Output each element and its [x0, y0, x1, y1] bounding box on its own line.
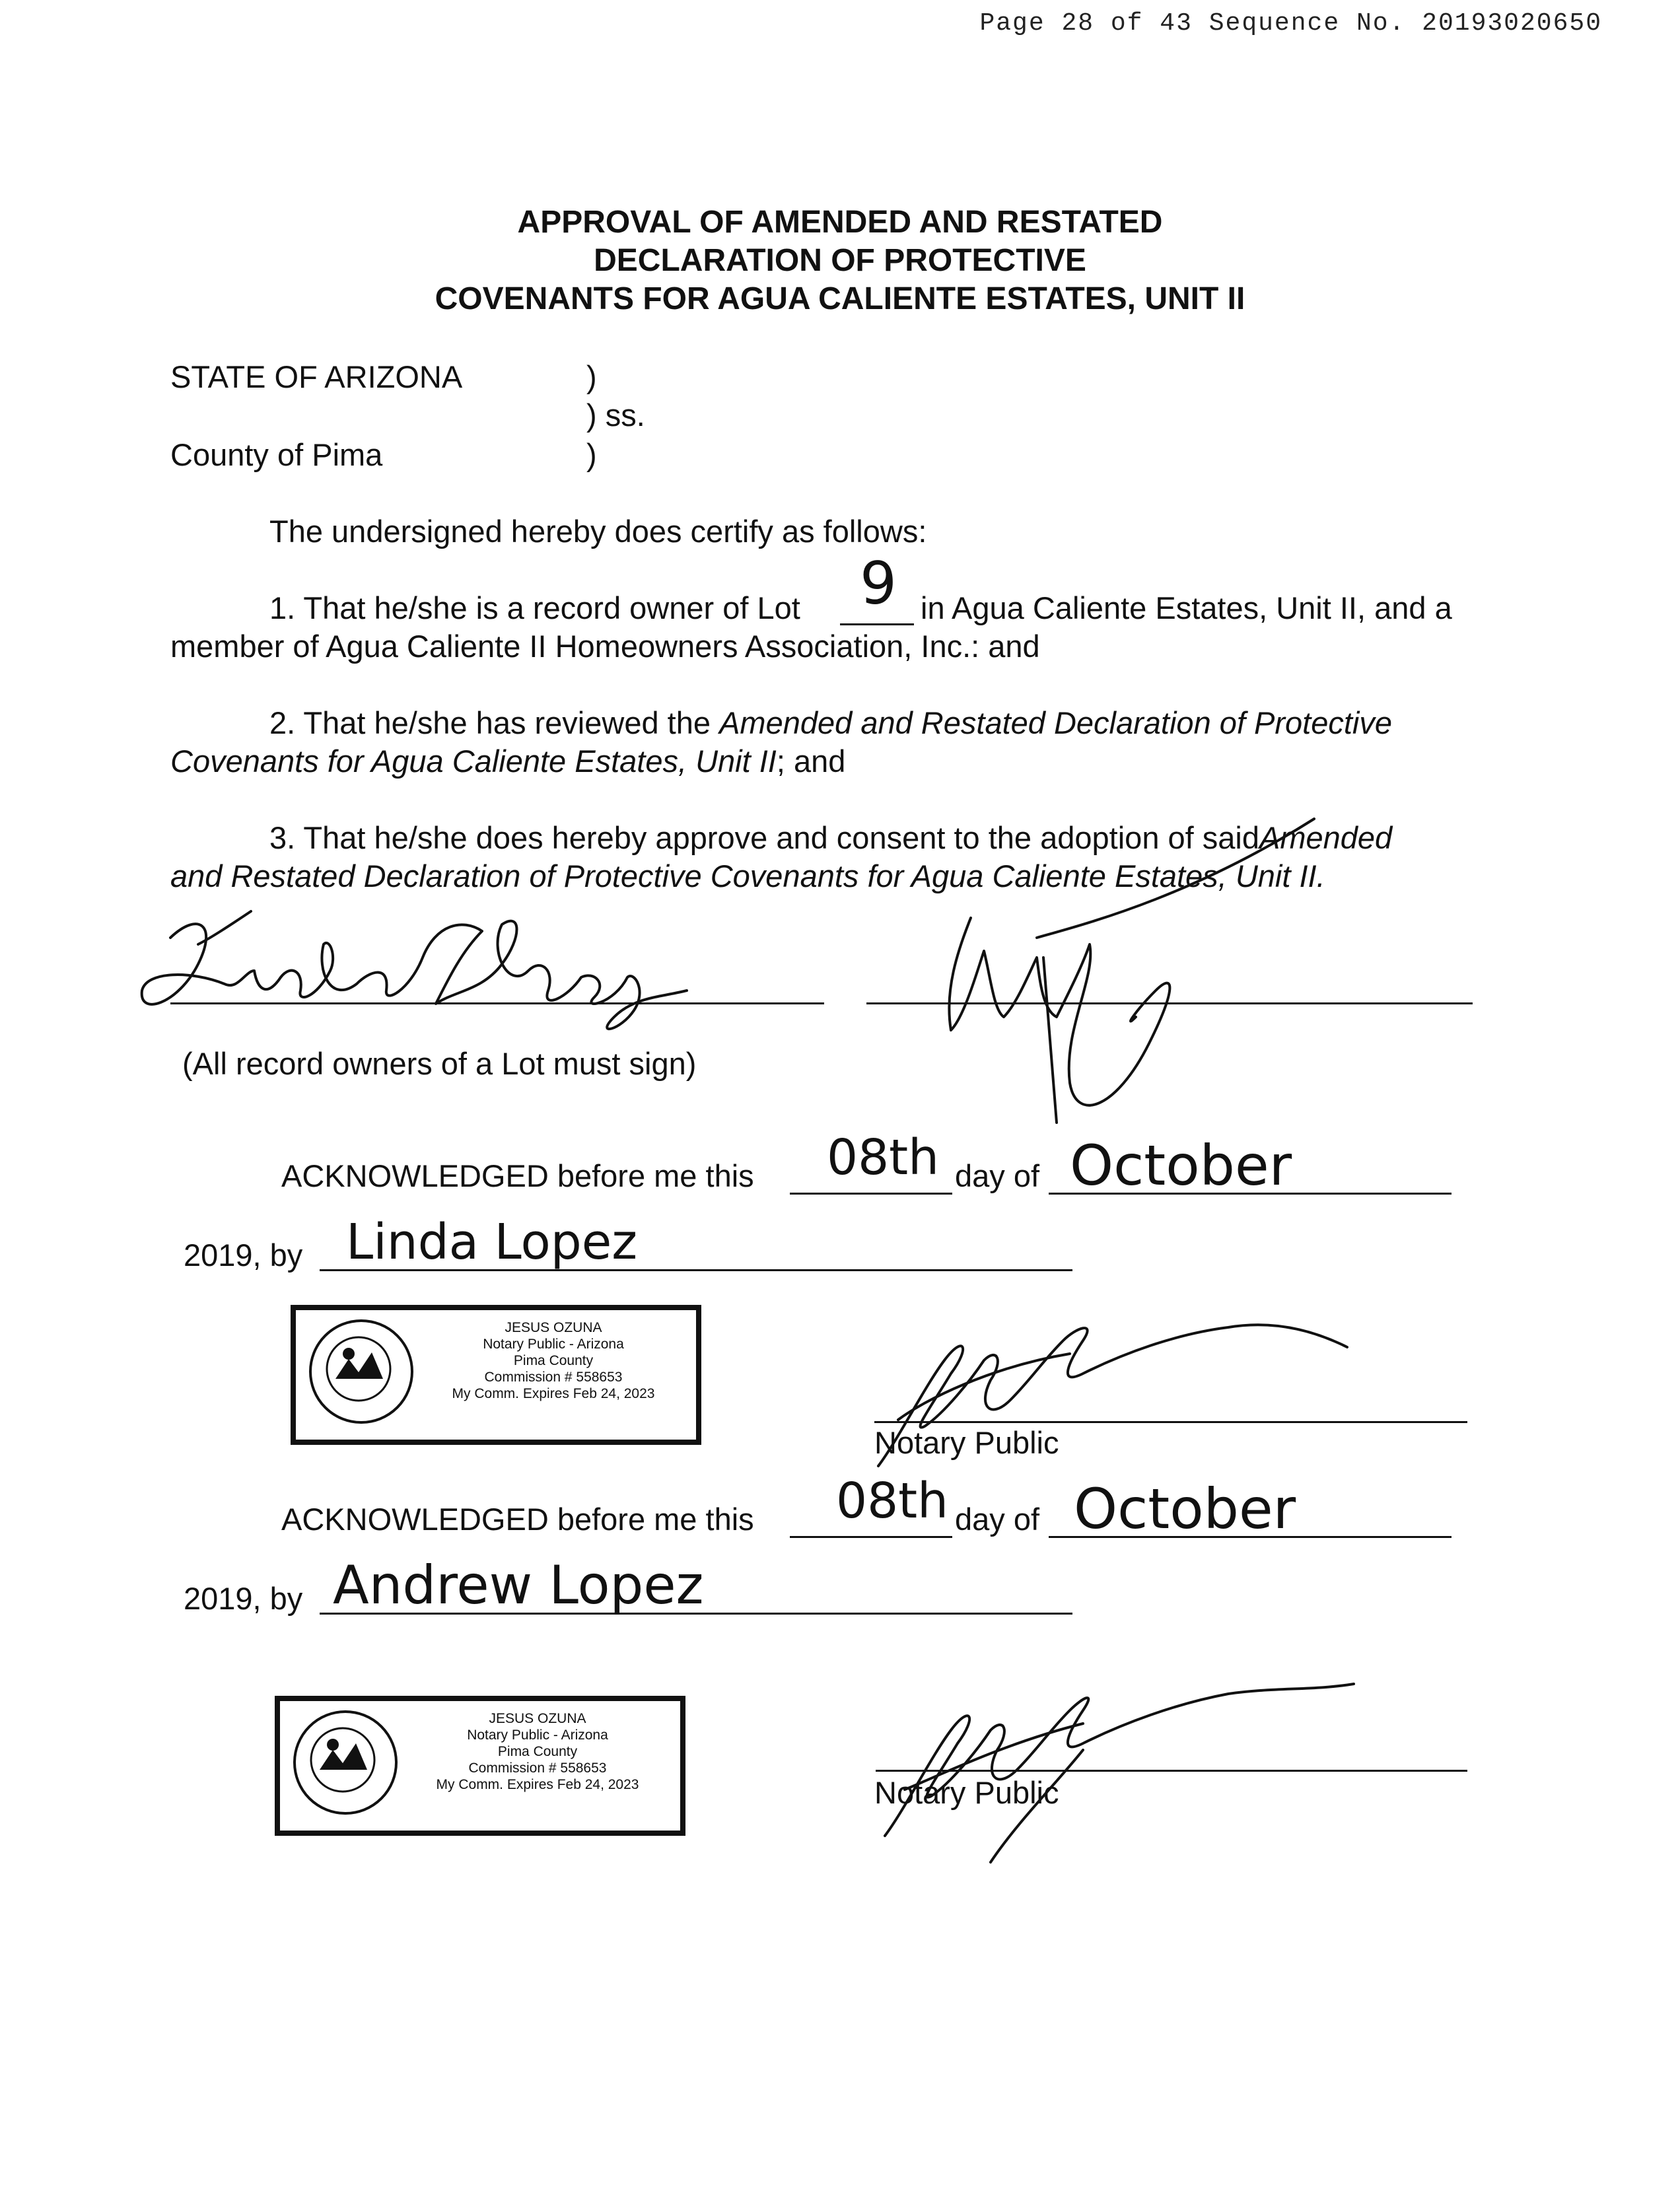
item3-prefix: 3. That he/she does hereby approve and consent to the adoption of said	[269, 820, 1259, 855]
ack2-lead: ACKNOWLEDGED before me this	[281, 1502, 754, 1537]
ack2-day-handwritten: 08th	[836, 1473, 949, 1529]
stamp1-commission: Commission # 558653	[484, 1370, 623, 1385]
venue-paren-3: )	[586, 437, 597, 472]
item1-suffix: in Agua Caliente Estates, Unit II, and a	[921, 590, 1452, 625]
stamp2-name: JESUS OZUNA	[489, 1711, 586, 1726]
ack1-month-handwritten: October	[1070, 1133, 1292, 1198]
stamp1-name: JESUS OZUNA	[505, 1320, 602, 1335]
signature-caption: (All record owners of a Lot must sign)	[182, 1046, 697, 1081]
page-sequence-header: Page 28 of 43 Sequence No. 20193020650	[979, 9, 1602, 38]
stamp1-title: Notary Public - Arizona	[483, 1337, 624, 1352]
ack1-lead: ACKNOWLEDGED before me this	[281, 1158, 754, 1193]
notary2-signature	[885, 1684, 1354, 1862]
item3-italic-1: Amended	[1259, 820, 1393, 855]
stamp1-county: Pima County	[513, 1353, 594, 1368]
ack2-mid: day of	[955, 1502, 1040, 1537]
lot-number-handwritten: 9	[860, 549, 897, 617]
owner-signature-linda	[142, 921, 687, 1029]
item2-italic-1: Amended and Restated Declaration of Protective	[719, 705, 1393, 740]
notary1-signature	[878, 1325, 1347, 1466]
stamp2-commission: Commission # 558653	[468, 1761, 607, 1776]
item2-prefix: 2. That he/she has reviewed the	[269, 705, 711, 740]
owner-signature-andrew	[949, 819, 1314, 1123]
ack2-name-handwritten: Andrew Lopez	[333, 1554, 704, 1616]
venue-county: County of Pima	[170, 437, 383, 472]
item1-line2: member of Agua Caliente II Homeowners Association, Inc.: and	[170, 629, 1040, 664]
ack2-year-by: 2019, by	[184, 1581, 303, 1616]
item1-prefix: 1. That he/she is a record owner of Lot	[269, 590, 800, 625]
stamp1-expires: My Comm. Expires Feb 24, 2023	[452, 1386, 655, 1401]
item2-suffix: ; and	[776, 744, 846, 779]
stamp2-expires: My Comm. Expires Feb 24, 2023	[436, 1777, 639, 1792]
venue-ss: ) ss.	[586, 398, 645, 433]
notary1-label: Notary Public	[874, 1425, 1059, 1460]
venue-paren-1: )	[586, 359, 597, 394]
ack2-month-handwritten: October	[1074, 1477, 1296, 1541]
notary2-label: Notary Public	[874, 1775, 1059, 1810]
venue-state: STATE OF ARIZONA	[170, 359, 463, 394]
ack1-year-by: 2019, by	[184, 1238, 303, 1273]
title-line-2: DECLARATION OF PROTECTIVE	[594, 243, 1086, 278]
title-line-3: COVENANTS FOR AGUA CALIENTE ESTATES, UNIT II	[435, 281, 1245, 316]
intro-text: The undersigned hereby does certify as follows:	[269, 514, 927, 549]
item3-italic-2: and Restated Declaration of Protective Covenants for Agua Caliente Estates, Unit II.	[170, 858, 1325, 893]
stamp2-title: Notary Public - Arizona	[467, 1728, 608, 1743]
title-line-1: APPROVAL OF AMENDED AND RESTATED	[517, 205, 1163, 240]
ack1-day-handwritten: 08th	[827, 1129, 940, 1186]
stamp2-county: Pima County	[497, 1744, 578, 1759]
item2-italic-2: Covenants for Agua Caliente Estates, Unit II	[170, 744, 777, 779]
ack1-name-handwritten: Linda Lopez	[346, 1214, 638, 1271]
ack1-mid: day of	[955, 1158, 1040, 1193]
